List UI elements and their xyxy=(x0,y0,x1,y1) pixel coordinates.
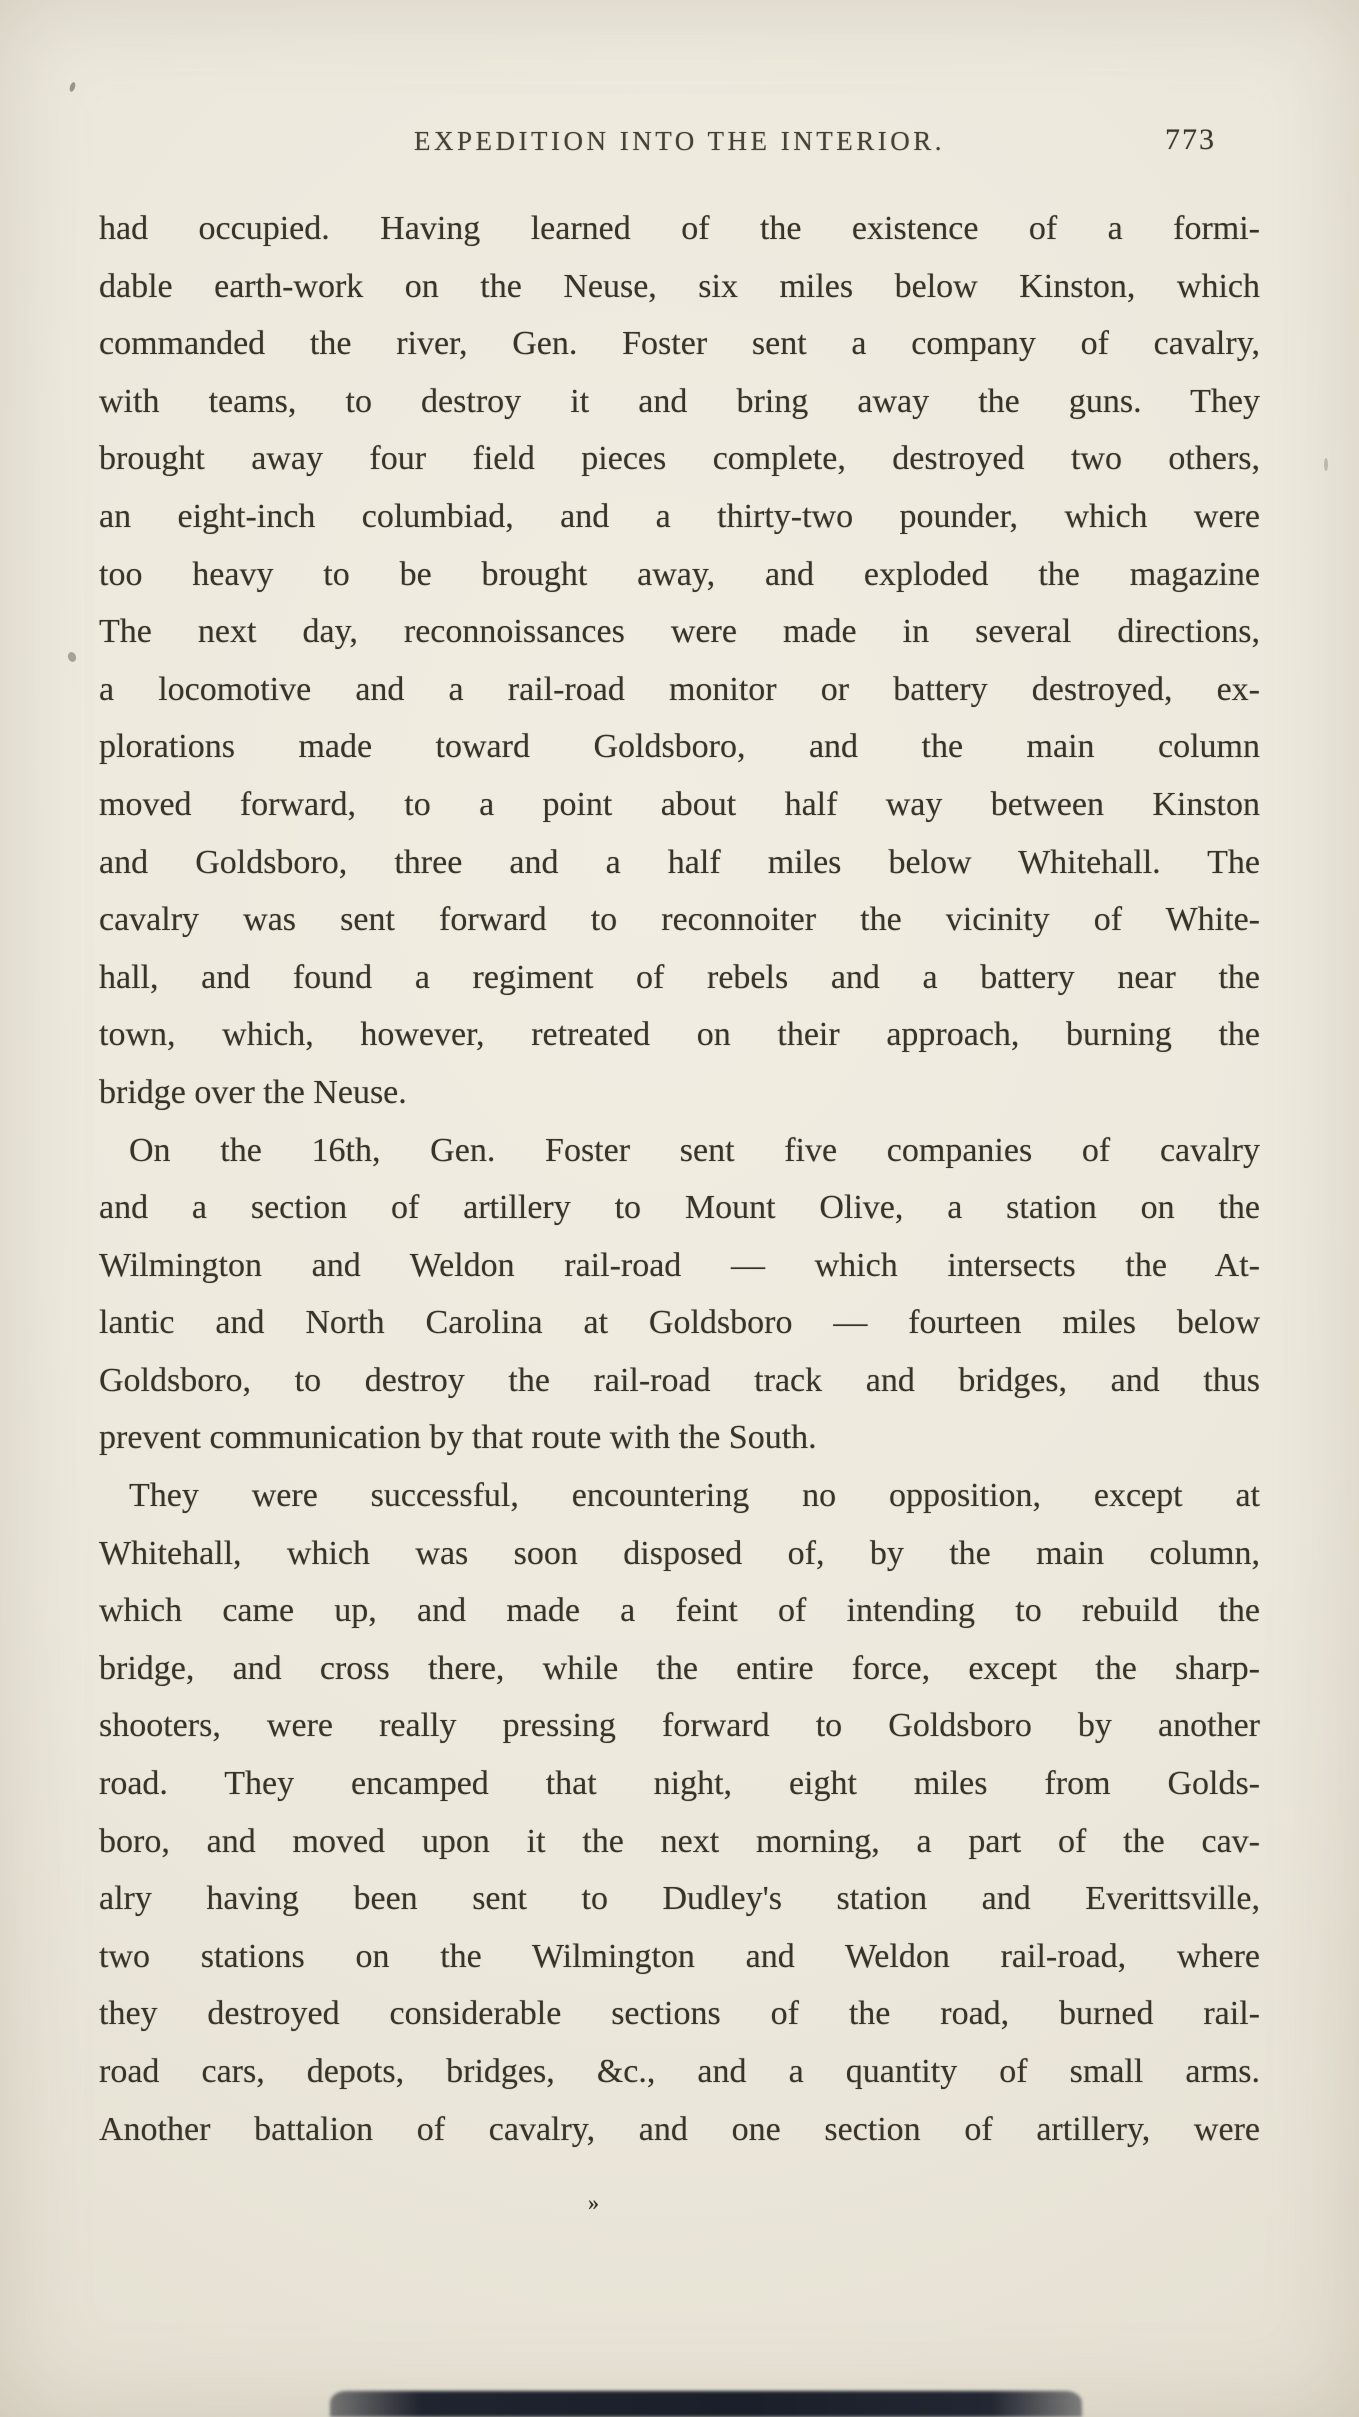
text-line: bridge, and cross there, while the entire force, except the sharp- xyxy=(99,1649,1260,1687)
text-line: moved forward, to a point about half way between Kinston xyxy=(99,785,1260,823)
text-line: Goldsboro, to destroy the rail-road track and bridges, and thus xyxy=(99,1361,1260,1399)
text-line: dable earth-work on the Neuse, six miles below Kinston, which xyxy=(99,267,1260,305)
text-line: alry having been sent to Dudley's station and Everittsville, xyxy=(99,1880,1260,1918)
text-line: too heavy to be brought away, and exploded the magazine xyxy=(99,555,1260,593)
page-number: 773 xyxy=(1165,123,1216,156)
text-line: they destroyed considerable sections of the road, burned rail- xyxy=(99,1995,1260,2033)
text-line: prevent communication by that route with the South. xyxy=(99,1419,817,1457)
scan-speckle xyxy=(1324,458,1328,471)
text-line: road. They encamped that night, eight miles from Golds- xyxy=(99,1765,1260,1803)
text-line: cavalry was sent forward to reconnoiter the vicinity of White- xyxy=(99,901,1260,939)
text-line: The next day, reconnoissances were made in several directions, xyxy=(99,613,1260,651)
text-line: with teams, to destroy it and bring away the guns. They xyxy=(99,382,1260,420)
text-line: brought away four field pieces complete, destroyed two others, xyxy=(99,440,1260,478)
scan-edge-shadow xyxy=(330,2391,1082,2417)
text-line: hall, and found a regiment of rebels and a battery near the xyxy=(99,958,1260,996)
scan-speckle xyxy=(69,81,77,92)
text-line: lantic and North Carolina at Goldsboro — fourteen miles below xyxy=(99,1304,1260,1342)
text-line: Wilmington and Weldon rail-road — which intersects the At- xyxy=(99,1246,1260,1284)
text-line: two stations on the Wilmington and Weldon rail-road, where xyxy=(99,1937,1260,1975)
text-line: town, which, however, retreated on their approach, burning the xyxy=(99,1016,1260,1054)
text-line: On the 16th, Gen. Foster sent five companies of cavalry xyxy=(129,1131,1260,1169)
text-line: plorations made toward Goldsboro, and the main column xyxy=(99,728,1260,766)
text-line: boro, and moved upon it the next morning, a part of the cav- xyxy=(99,1822,1260,1860)
text-line: had occupied. Having learned of the existence of a formi- xyxy=(99,210,1260,247)
text-line: They were successful, encountering no opposition, except at xyxy=(129,1477,1260,1515)
text-line: Another battalion of cavalry, and one section of artillery, were xyxy=(99,2110,1260,2148)
text-line: commanded the river, Gen. Foster sent a company of cavalry, xyxy=(99,325,1260,363)
text-line: shooters, were really pressing forward to Goldsboro by another xyxy=(99,1707,1260,1745)
text-line: bridge over the Neuse. xyxy=(99,1073,407,1111)
text-line: a locomotive and a rail-road monitor or battery destroyed, ex- xyxy=(99,670,1260,708)
text-line: Whitehall, which was soon disposed of, by the main column, xyxy=(99,1534,1260,1572)
scan-speckle xyxy=(67,651,78,663)
paragraph xyxy=(99,1122,1260,1468)
text-line: which came up, and made a feint of intending to rebuild the xyxy=(99,1592,1260,1630)
text-line: road cars, depots, bridges, &c., and a quantity of small arms. xyxy=(99,2053,1260,2090)
paragraph xyxy=(99,1467,1260,2158)
paragraph xyxy=(99,200,1260,1122)
text-line: an eight-inch columbiad, and a thirty-two pounder, which were xyxy=(99,497,1260,535)
running-title: EXPEDITION INTO THE INTERIOR. xyxy=(414,126,945,156)
printer-mark: » xyxy=(588,2190,599,2215)
text-line: and a section of artillery to Mount Olive, a station on the xyxy=(99,1189,1260,1227)
text-line: and Goldsboro, three and a half miles below Whitehall. The xyxy=(99,843,1260,881)
page-header xyxy=(99,123,1260,170)
text-block xyxy=(99,200,1260,2158)
